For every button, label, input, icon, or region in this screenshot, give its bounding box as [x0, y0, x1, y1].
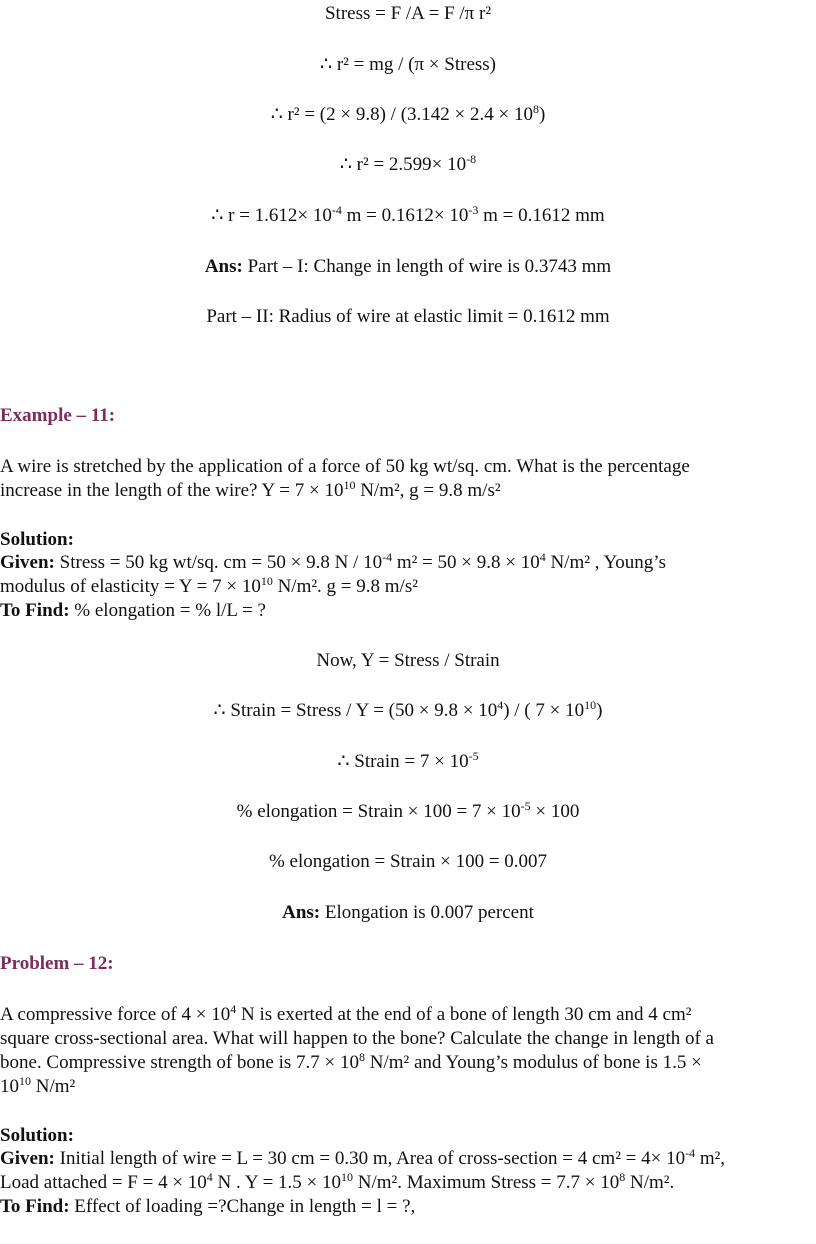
answer-label: Ans: — [204, 256, 243, 277]
given-text: Stress = 50 kg wt/sq. cm = 50 × 9.8 N / 10 — [54, 552, 383, 573]
example-11-given-line-2 — [0, 575, 816, 598]
equation-text: ) / ( 7 × 10 — [503, 700, 585, 721]
exponent: 10 — [584, 698, 597, 712]
given-label: Given: — [0, 552, 55, 573]
answer-text: Part – I: Change in length of wire is 0.3743 mm — [242, 256, 612, 277]
answer-text: Part – II: Radius of wire at elastic limit = 0.1612 mm — [206, 306, 610, 327]
given-text: N . Y = 1.5 × 10 — [212, 1172, 342, 1193]
exponent: 8 — [619, 1170, 626, 1184]
given-text: modulus of elasticity = Y = 7 × 10 — [0, 576, 261, 597]
problem-12-question-line-4 — [0, 1075, 816, 1098]
exponent: -3 — [468, 203, 479, 217]
exponent: 8 — [359, 1050, 366, 1064]
exponent: -4 — [382, 550, 393, 564]
example-11-step-1: Now, Y = Stress / Strain — [316, 650, 500, 671]
equation-r-squared — [0, 53, 816, 76]
example-11-to-find — [0, 599, 816, 622]
given-label: Given: — [0, 1148, 55, 1169]
exponent: 10 — [341, 1170, 354, 1184]
answer-part-two — [0, 305, 816, 328]
exponent: 10 — [343, 478, 356, 492]
example-11-given-line-1 — [0, 551, 816, 574]
given-text: Initial length of wire = L = 30 cm = 0.30 m, Area of cross-section = 4 cm² = 4× 10 — [54, 1148, 686, 1169]
given-text: N/m². Maximum Stress = 7.7 × 10 — [353, 1172, 620, 1193]
exponent: 10 — [260, 574, 273, 588]
solution-label: Solution: — [0, 529, 74, 550]
problem-12-given-line-2 — [0, 1171, 816, 1194]
example-11-question-line-1: A wire is stretched by the application of a force of 50 kg wt/sq. cm. What is the percentage — [0, 456, 690, 477]
equation-radius — [0, 204, 816, 227]
given-text: m² = 50 × 9.8 × 10 — [392, 552, 540, 573]
to-find-text: % elongation = % l/L = ? — [69, 600, 266, 621]
given-text: N/m². — [625, 1172, 675, 1193]
exponent: -4 — [685, 1146, 696, 1160]
question-text: N/m² — [31, 1076, 76, 1097]
problem-12-question-line-1 — [0, 1003, 816, 1026]
exponent: -5 — [520, 799, 531, 813]
equation-r-squared-result — [0, 153, 816, 176]
to-find-label: To Find: — [0, 600, 70, 621]
problem-12-question-line-2: square cross-sectional area. What will happen to the bone? Calculate the change in length of a — [0, 1028, 714, 1049]
to-find-text: Effect of loading =?Change in length = l = ?, — [69, 1196, 416, 1217]
example-11-step-2 — [0, 699, 816, 722]
equation-text: ∴ Strain = Stress / Y = (50 × 9.8 × 10 — [213, 700, 498, 721]
problem-12-solution-label — [0, 1124, 816, 1147]
equation-r-squared-values — [0, 103, 816, 126]
exponent: 10 — [19, 1074, 31, 1088]
exponent: -5 — [468, 749, 479, 763]
problem-12-question-line-3 — [0, 1051, 816, 1074]
problem-12-heading: Problem – 12: — [0, 953, 114, 974]
exponent: -8 — [466, 152, 477, 166]
exponent: 4 — [206, 1170, 213, 1184]
equation-text: ∴ r = 1.612× 10 — [211, 205, 332, 226]
problem-12-given-line-1 — [0, 1147, 816, 1170]
exponent: -4 — [331, 203, 342, 217]
exponent: 4 — [497, 698, 504, 712]
equation-text: ∴ Strain = 7 × 10 — [337, 751, 469, 772]
example-11-answer — [0, 901, 816, 924]
equation-text: Stress = F /A = F /π r² — [324, 3, 492, 24]
example-11-question-line-2 — [0, 479, 816, 502]
question-text: 10 — [0, 1076, 19, 1097]
question-text: N/m², g = 9.8 m/s² — [355, 480, 501, 501]
equation-text: m = 0.1612× 10 — [341, 205, 469, 226]
to-find-label: To Find: — [0, 1196, 70, 1217]
exponent: 8 — [532, 102, 539, 116]
question-text: increase in the length of the wire? Y = 7 × 10 — [0, 480, 344, 501]
question-text: bone. Compressive strength of bone is 7.7 × 10 — [0, 1052, 360, 1073]
exponent: 4 — [230, 1002, 237, 1016]
equation-text: % elongation = Strain × 100 = 7 × 10 — [236, 801, 521, 822]
equation-text: ∴ r² = mg / (π × Stress) — [320, 54, 496, 75]
equation-text: ) — [538, 104, 546, 125]
given-text: m², — [695, 1148, 726, 1169]
solution-label: Solution: — [0, 1125, 74, 1146]
question-text: N is exerted at the end of a bone of length 30 cm and 4 cm² — [236, 1004, 692, 1025]
equation-text: m = 0.1612 mm — [478, 205, 605, 226]
question-text: N/m² and Young’s modulus of bone is 1.5 × — [365, 1052, 702, 1073]
equation-stress — [0, 2, 816, 25]
equation-text: × 100 — [530, 801, 580, 822]
equation-text: ∴ r² = 2.599× 10 — [339, 154, 467, 175]
given-text: N/m² , Young’s — [545, 552, 666, 573]
example-11-step-5: % elongation = Strain × 100 = 0.007 — [268, 851, 548, 872]
question-text: A compressive force of 4 × 10 — [0, 1004, 231, 1025]
problem-12-to-find — [0, 1195, 816, 1218]
equation-text: ∴ r² = (2 × 9.8) / (3.142 × 2.4 × 10 — [270, 104, 533, 125]
equation-text: ) — [596, 700, 603, 721]
answer-label: Ans: — [282, 902, 321, 923]
exponent: 4 — [539, 550, 546, 564]
example-11-step-4 — [0, 800, 816, 823]
example-11-heading: Example – 11: — [0, 405, 116, 426]
example-11-step-3 — [0, 750, 816, 773]
answer-text: Elongation is 0.007 percent — [320, 902, 534, 923]
given-text: Load attached = F = 4 × 10 — [0, 1172, 207, 1193]
given-text: N/m². g = 9.8 m/s² — [272, 576, 418, 597]
example-11-solution-label — [0, 528, 816, 551]
answer-part-one — [0, 255, 816, 278]
